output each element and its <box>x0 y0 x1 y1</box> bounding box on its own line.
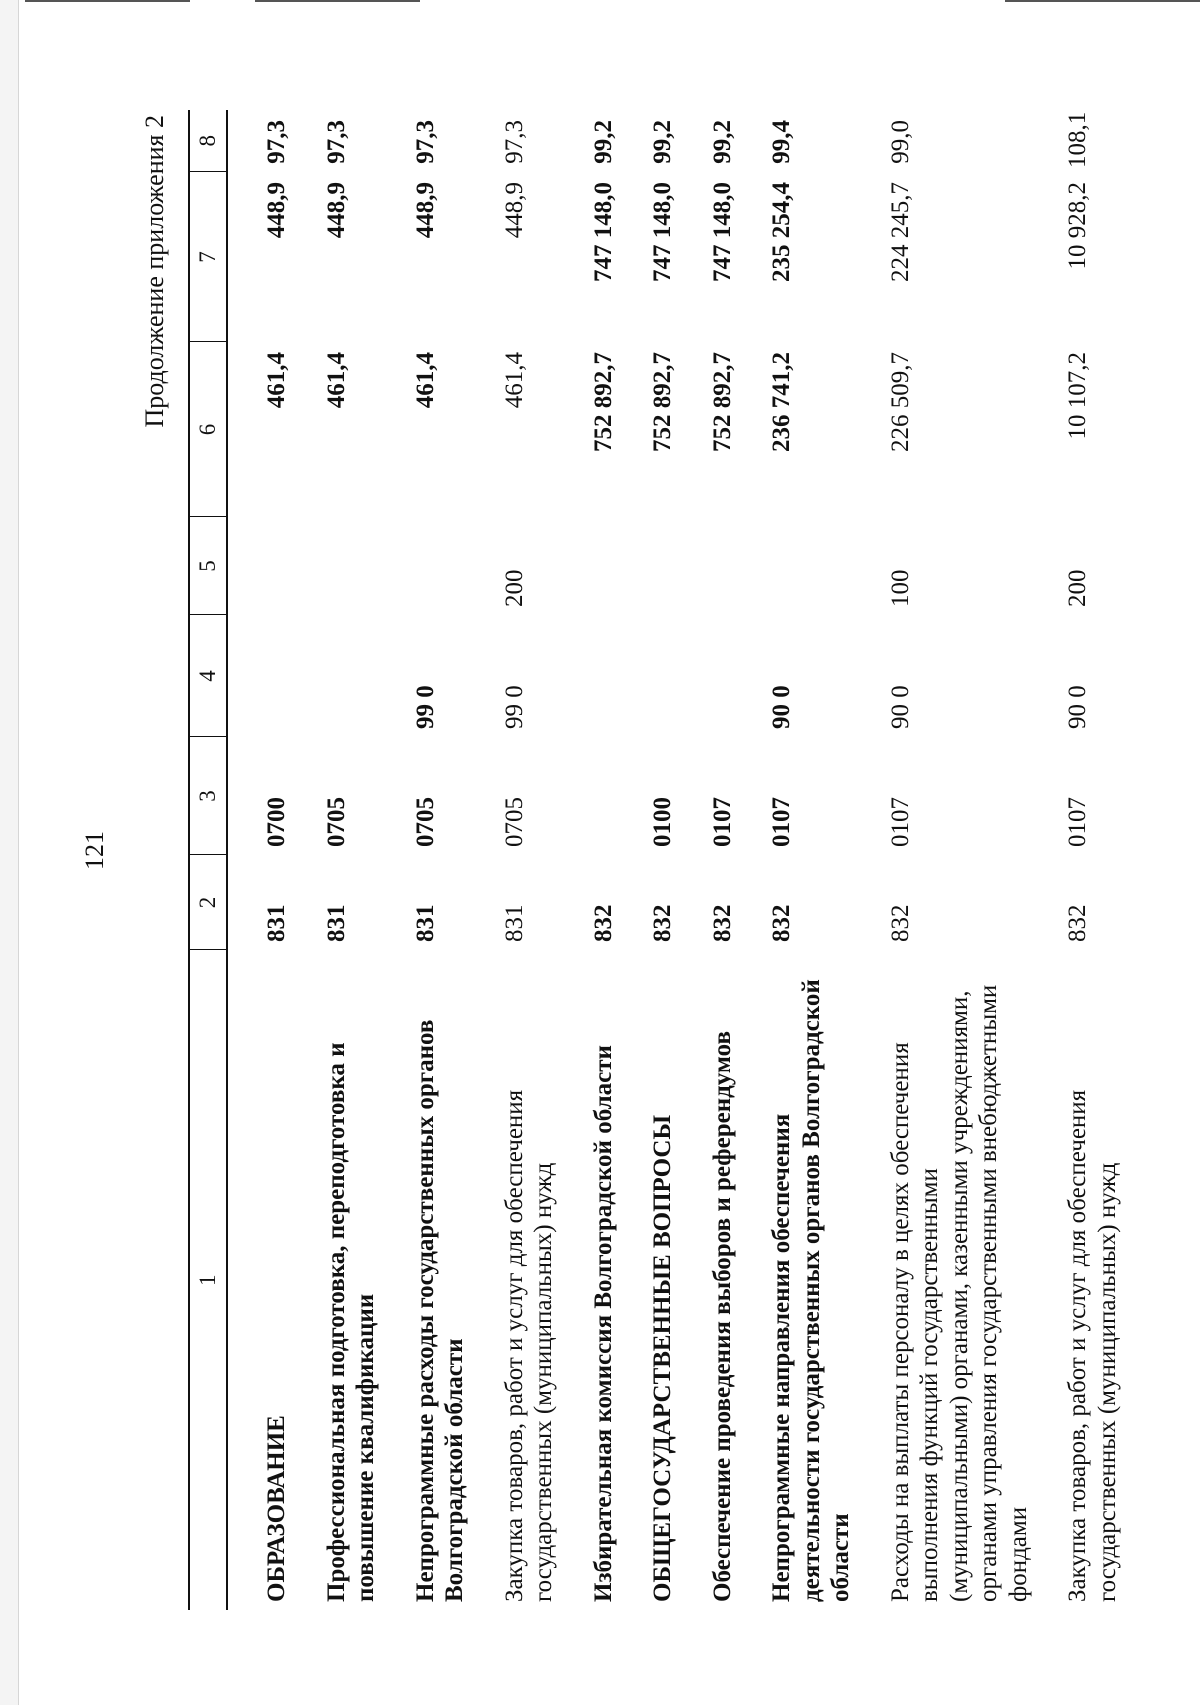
table-row <box>500 110 589 1610</box>
column-header: 6 <box>189 342 227 517</box>
column-header: 8 <box>189 110 227 172</box>
row-label: ОБЩЕГОСУДАРСТВЕННЫЕ ВОПРОСЫ <box>649 1115 676 1602</box>
cell-col-3: 0107 <box>768 797 795 847</box>
cell-col-5 <box>767 517 886 615</box>
row-label: Закупка товаров, работ и услуг для обеспечения государственных (муниципальных) нужд <box>1064 1089 1121 1602</box>
cell-col-2: 832 <box>768 904 795 942</box>
column-header: 3 <box>189 737 227 855</box>
row-label: Обеспечение проведения выборов и референдумов <box>708 1031 736 1602</box>
cell-col-3: 0107 <box>1064 797 1091 847</box>
cell-col-8: 99,4 <box>768 120 795 164</box>
cell-col-4 <box>708 615 768 737</box>
cell-col-4: 90 0 <box>768 685 795 729</box>
cell-col-4: 90 0 <box>886 685 914 729</box>
cell-col-2: 832 <box>708 904 736 942</box>
cell-col-3: 0705 <box>500 797 528 847</box>
cell-col-7: 747 148,0 <box>649 182 676 282</box>
cell-col-6: 461,4 <box>263 352 290 409</box>
cell-col-6: 461,4 <box>322 352 350 409</box>
cell-col-7: 747 148,0 <box>708 182 736 282</box>
cell-col-6: 752 892,7 <box>708 352 736 452</box>
cell-col-4: 99 0 <box>411 685 439 729</box>
column-header: 2 <box>189 855 227 950</box>
cell-col-6: 461,4 <box>411 352 439 409</box>
cell-col-2: 831 <box>411 904 439 942</box>
cell-col-5 <box>589 517 649 615</box>
cell-col-6: 226 509,7 <box>886 352 914 452</box>
cell-col-3: 0700 <box>263 797 290 847</box>
table-row <box>886 110 1064 1610</box>
column-header: 4 <box>189 615 227 737</box>
header-row <box>189 110 227 1610</box>
budget-table <box>188 110 1152 1610</box>
table-row <box>411 110 500 1610</box>
column-header: 7 <box>189 172 227 342</box>
table-row <box>767 110 886 1610</box>
cell-col-5: 200 <box>1064 569 1091 607</box>
cell-col-7: 747 148,0 <box>589 182 617 282</box>
cell-col-5: 100 <box>886 569 914 607</box>
cell-col-2: 831 <box>322 904 350 942</box>
column-header: 1 <box>189 950 227 1610</box>
cell-col-8: 99,0 <box>886 120 914 164</box>
cell-col-4 <box>227 615 322 737</box>
scan-top-rule <box>25 0 190 2</box>
cell-col-7: 448,9 <box>263 182 290 239</box>
cell-col-8: 99,2 <box>649 120 676 164</box>
cell-col-8: 97,3 <box>411 120 439 164</box>
cell-col-4: 90 0 <box>1064 685 1091 729</box>
cell-col-2: 831 <box>263 904 290 942</box>
scan-top-rule <box>255 0 420 2</box>
cell-col-7: 448,9 <box>500 182 528 239</box>
cell-col-3: 0705 <box>322 797 350 847</box>
cell-col-5: 200 <box>500 569 528 607</box>
cell-col-3: 0107 <box>886 797 914 847</box>
cell-col-8: 97,3 <box>500 120 528 164</box>
cell-col-3: 0107 <box>708 797 736 847</box>
table-row <box>708 110 768 1610</box>
page-number: 121 <box>80 831 109 870</box>
cell-col-6: 236 741,2 <box>768 352 795 452</box>
table-row <box>322 110 411 1610</box>
cell-col-2: 832 <box>1064 904 1091 942</box>
cell-col-4 <box>322 615 411 737</box>
row-label: Закупка товаров, работ и услуг для обеспечения государственных (муниципальных) нужд <box>500 1089 557 1602</box>
row-label: Непрограммные направления обеспечения деятельности государственных органов Волгоградской области <box>768 979 854 1602</box>
row-label: Избирательная комиссия Волгоградской области <box>589 1045 617 1602</box>
table-row <box>648 110 708 1610</box>
scan-left-edge <box>0 0 19 1705</box>
cell-col-7: 235 254,4 <box>768 182 795 282</box>
cell-col-5 <box>227 517 322 615</box>
row-label: Профессиональная подготовка, переподготовка и повышение квалификации <box>322 1042 379 1602</box>
table-row <box>1063 110 1152 1610</box>
table-row <box>227 110 322 1610</box>
cell-col-4 <box>589 615 649 737</box>
cell-col-8: 99,2 <box>708 120 736 164</box>
cell-col-3 <box>589 737 649 855</box>
cell-col-5 <box>411 517 500 615</box>
rotated-page <box>50 110 1121 1610</box>
cell-col-8: 97,3 <box>263 120 290 164</box>
table-row <box>589 110 649 1610</box>
row-label: ОБРАЗОВАНИЕ <box>263 1415 290 1602</box>
cell-col-4 <box>648 615 708 737</box>
cell-col-7: 448,9 <box>322 182 350 239</box>
cell-col-7: 10 928,2 <box>1064 182 1091 270</box>
cell-col-4: 99 0 <box>500 685 528 729</box>
cell-col-3: 0100 <box>649 797 676 847</box>
cell-col-6: 10 107,2 <box>1064 352 1091 440</box>
cell-col-2: 831 <box>500 904 528 942</box>
column-header: 5 <box>189 517 227 615</box>
cell-col-8: 97,3 <box>322 120 350 164</box>
appendix-caption: Продолжение приложения 2 <box>140 115 169 428</box>
cell-col-8: 99,2 <box>589 120 617 164</box>
cell-col-7: 448,9 <box>411 182 439 239</box>
scan-top-rule <box>1005 0 1200 2</box>
cell-col-8: 108,1 <box>1064 111 1091 168</box>
cell-col-7: 224 245,7 <box>886 182 914 282</box>
cell-col-3: 0705 <box>411 797 439 847</box>
cell-col-2: 832 <box>589 904 617 942</box>
cell-col-6: 461,4 <box>500 352 528 409</box>
cell-col-5 <box>708 517 768 615</box>
cell-col-2: 832 <box>886 904 914 942</box>
cell-col-5 <box>648 517 708 615</box>
row-label: Непрограммные расходы государственных органов Волгоградской области <box>411 1019 468 1602</box>
cell-col-5 <box>322 517 411 615</box>
cell-col-6: 752 892,7 <box>589 352 617 452</box>
cell-col-6: 752 892,7 <box>649 352 676 452</box>
cell-col-2: 832 <box>649 904 676 942</box>
row-label: Расходы на выплаты персоналу в целях обеспечения выполнения функций государственными (муниципальными) органами, казенными учреждениями, органами управления государственными внебюджетными фондами <box>886 984 1032 1602</box>
